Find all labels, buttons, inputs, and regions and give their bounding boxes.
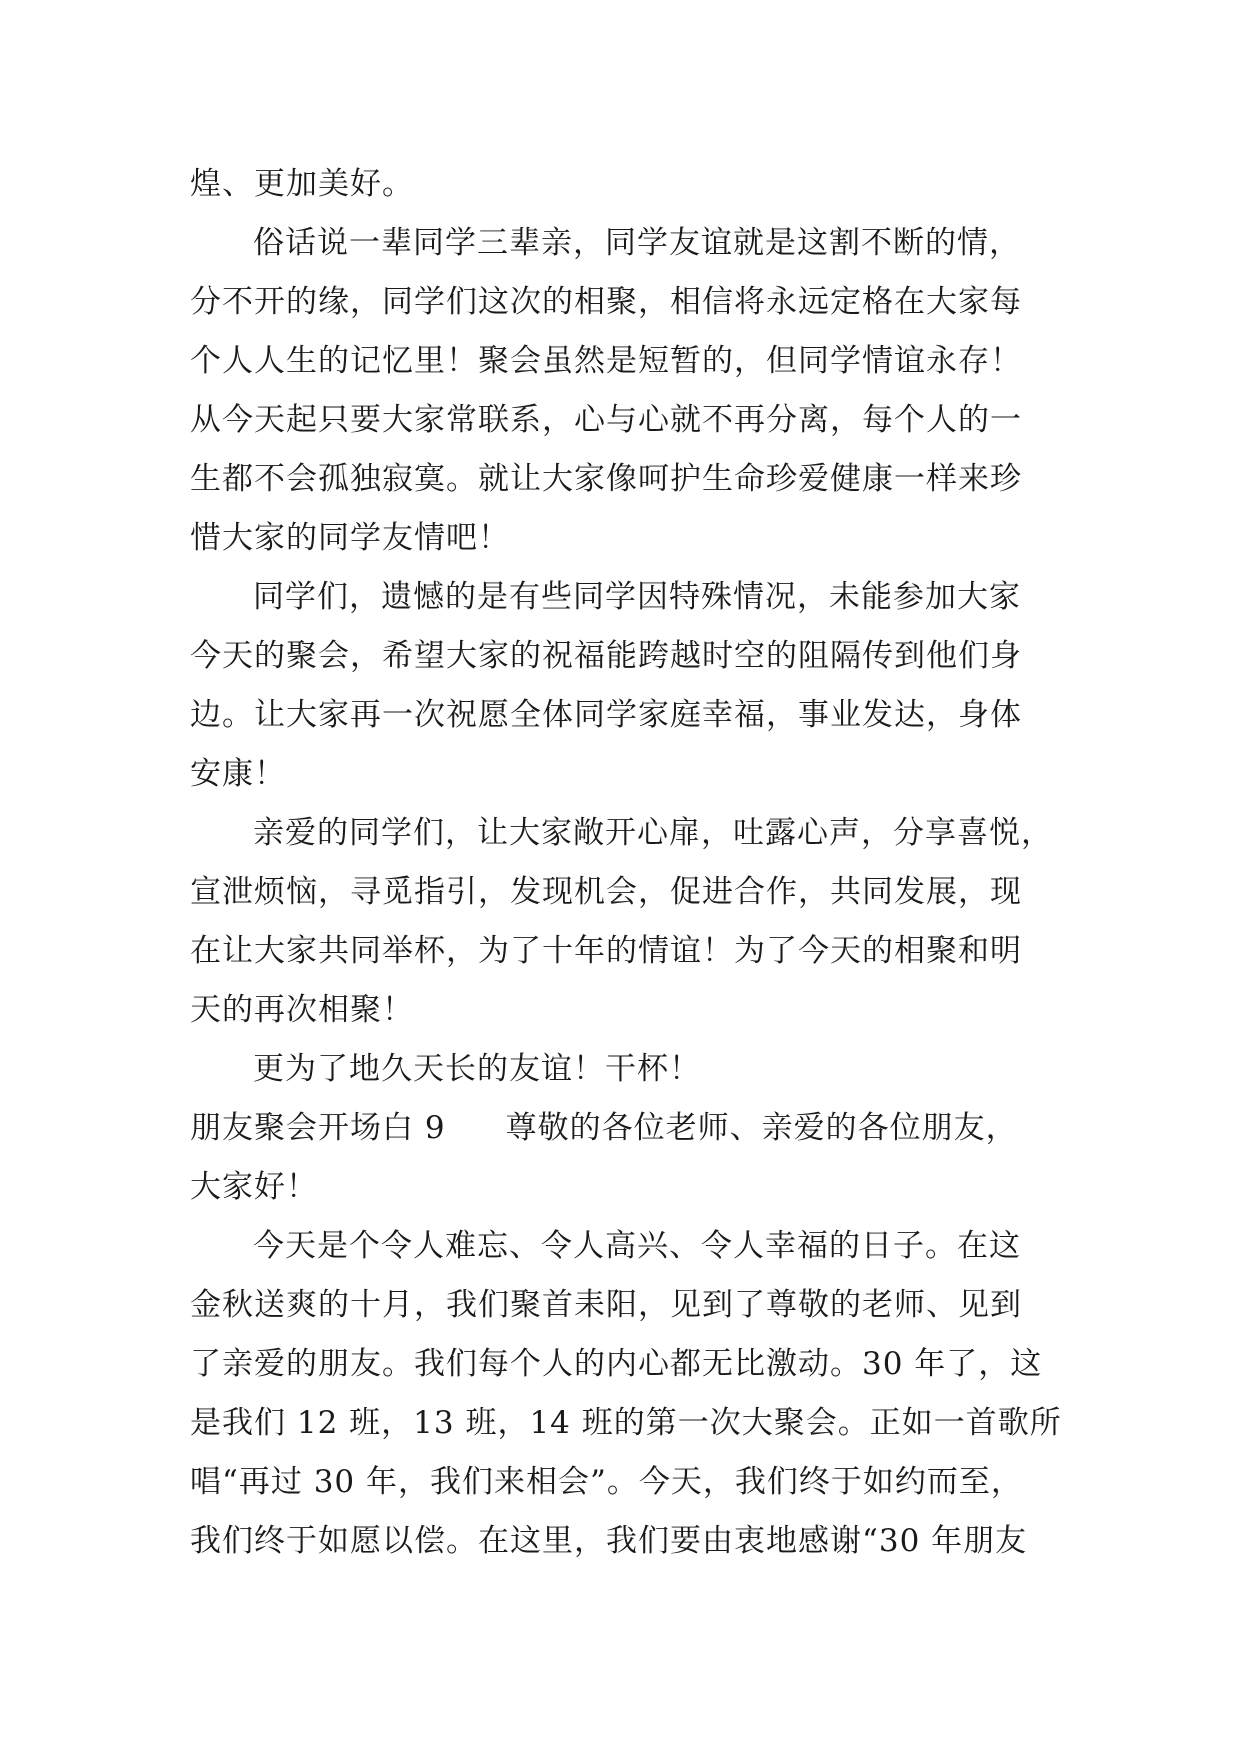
paragraph-start-line: 俗话说一辈同学三辈亲，同学友谊就是这割不断的情， bbox=[253, 225, 1021, 261]
section-heading-line bbox=[190, 1099, 1052, 1158]
section-heading: 朋友聚会开场白 9 bbox=[190, 1110, 446, 1146]
text-line: 今天的聚会，希望大家的祝福能跨越时空的阻隔传到他们身 bbox=[190, 638, 1022, 674]
text-line: 从今天起只要大家常联系，心与心就不再分离，每个人的一 bbox=[190, 402, 1022, 438]
text-line: 煌、更加美好。 bbox=[190, 166, 414, 202]
paragraph-start-line: 更为了地久天长的友谊！干杯！ bbox=[253, 1051, 701, 1087]
text-line: 唱“再过 30 年，我们来相会”。今天，我们终于如约而至， bbox=[190, 1464, 1023, 1500]
text-line: 天的再次相聚！ bbox=[190, 992, 414, 1028]
text-line: 生都不会孤独寂寞。就让大家像呵护生命珍爱健康一样来珍 bbox=[190, 461, 1022, 497]
text-line: 我们终于如愿以偿。在这里，我们要由衷地感谢“30 年朋友 bbox=[190, 1523, 1028, 1559]
text-line: 金秋送爽的十月，我们聚首耒阳，见到了尊敬的老师、见到 bbox=[190, 1287, 1022, 1323]
text-line: 惜大家的同学友情吧！ bbox=[190, 520, 510, 556]
text-line: 个人人生的记忆里！聚会虽然是短暂的，但同学情谊永存！ bbox=[190, 343, 1022, 379]
text-line: 边。让大家再一次祝愿全体同学家庭幸福，事业发达，身体 bbox=[190, 697, 1022, 733]
text-line: 分不开的缘，同学们这次的相聚，相信将永远定格在大家每 bbox=[190, 284, 1022, 320]
paragraph-start-line: 今天是个令人难忘、令人高兴、令人幸福的日子。在这 bbox=[253, 1228, 1021, 1264]
text-line: 大家好！ bbox=[190, 1169, 318, 1205]
text-line: 宣泄烦恼，寻觅指引，发现机会，促进合作，共同发展，现 bbox=[190, 874, 1022, 910]
text-line: 了亲爱的朋友。我们每个人的内心都无比激动。30 年了，这 bbox=[190, 1346, 1043, 1382]
text-line: 是我们 12 班，13 班，14 班的第一次大聚会。正如一首歌所 bbox=[190, 1405, 1062, 1441]
document-body bbox=[190, 155, 1062, 1571]
paragraph-start-line: 亲爱的同学们，让大家敞开心扉，吐露心声，分享喜悦， bbox=[253, 815, 1053, 851]
text-line: 在让大家共同举杯，为了十年的情谊！为了今天的相聚和明 bbox=[190, 933, 1022, 969]
text-line: 安康！ bbox=[190, 756, 286, 792]
salutation: 尊敬的各位老师、亲爱的各位朋友， bbox=[505, 1110, 1018, 1146]
paragraph-start-line: 同学们，遗憾的是有些同学因特殊情况，未能参加大家 bbox=[253, 579, 1021, 615]
